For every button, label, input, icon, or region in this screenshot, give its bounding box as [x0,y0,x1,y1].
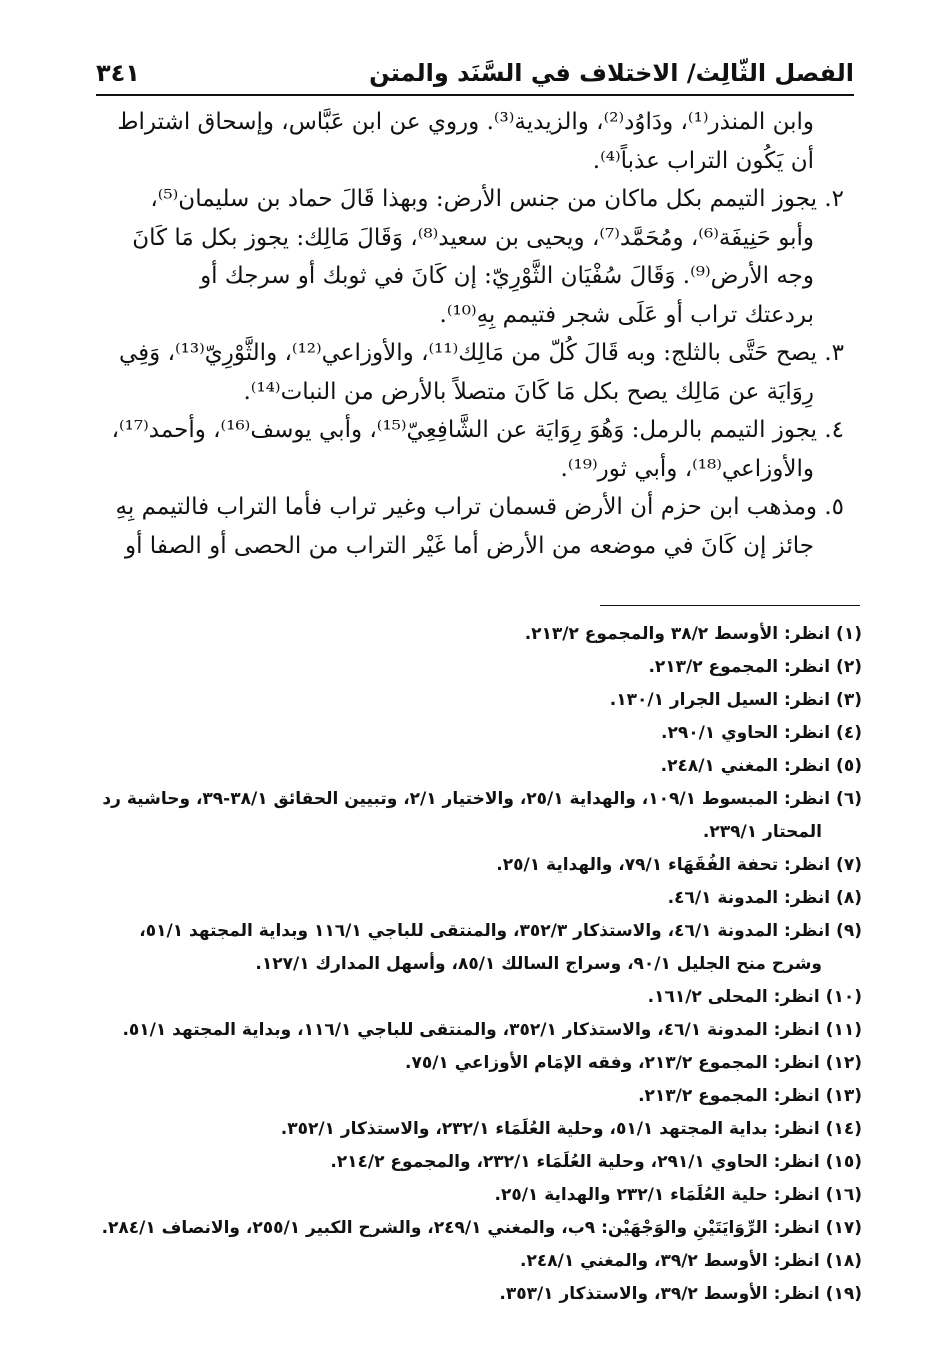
text-line: أن يَكُون التراب عذباً⁽⁴⁾. [592,147,814,174]
text-line: والأوزاعي⁽¹⁸⁾، وأبي ثور⁽¹⁹⁾. [560,455,814,482]
footnote: (١٠) انظر: المحلى ١٦١/٢. [647,987,862,1007]
list-item-3: ٣. يصح حَتَّى بالثلج: وبه قَالَ كُلّ من مَالِك⁽¹¹⁾، والأوزاعي⁽¹²⁾، والثَّوْرِيّ⁽¹³⁾، وَفِي [118,340,844,366]
footnote: (٣) انظر: السيل الجرار ١٣٠/١. [609,690,862,710]
running-title: الفصل الثّالِث/ الاختلاف في السَّنَد والمتن [369,59,854,87]
main-text [100,103,844,565]
text-line: رِوَايَة عن مَالِك يصح بكل مَا كَانَ متصلاً بالأرض من النبات⁽¹⁴⁾. [243,378,814,405]
footnotes [96,618,862,1311]
footnote: (٦) انظر: المبسوط ١٠٩/١، والهداية ٢٥/١، والاختيار ٢/١، وتبيين الحقائق ٣٨/١-٣٩، وحاشية رد [102,789,862,809]
footnote-continuation: وشرح منح الجليل ٩٠/١، وسراج السالك ٨٥/١، وأسهل المدارك ١٢٧/١. [255,954,822,974]
footnote: (٢) انظر: المجموع ٢١٣/٢. [648,657,862,677]
page-number: ٣٤١ [96,59,140,87]
footnote: (١٢) انظر: المجموع ٢١٣/٢، وفقه الإمَام الأوزاعي ٧٥/١. [405,1053,862,1073]
footnote: (٥) انظر: المغني ٢٤٨/١. [660,756,862,776]
footnote: (١٨) انظر: الأوسط ٣٩/٢، والمغني ٢٤٨/١. [520,1251,862,1271]
footnote: (٩) انظر: المدونة ٤٦/١، والاستذكار ٣٥٢/٣، والمنتقى للباجي ١١٦/١ وبداية المجتهد ٥١/١، [139,921,862,941]
footnote: (١٥) انظر: الحاوي ٢٩١/١، وحلية العُلَمَاء ٢٣٢/١، والمجموع ٢١٤/٢. [330,1152,862,1172]
footnote: (١١) انظر: المدونة ٤٦/١، والاستذكار ٣٥٢/١، والمنتقى للباجي ١١٦/١، وبداية المجتهد ٥١/١. [122,1020,862,1040]
footnote: (٨) انظر: المدونة ٤٦/١. [667,888,862,908]
list-item-4: ٤. يجوز التيمم بالرمل: وَهُوَ رِوَايَة عن الشَّافِعِيّ⁽¹⁵⁾، وأبي يوسف⁽¹⁶⁾، وأحمد⁽¹⁷⁾، [111,417,844,443]
list-item-2: ٢. يجوز التيمم بكل ماكان من جنس الأرض: وبهذا قَالَ حماد بن سليمان⁽⁵⁾، [150,186,844,212]
footnote: (١٩) انظر: الأوسط ٣٩/٢، والاستذكار ٣٥٣/١. [499,1284,862,1304]
text-line: وجه الأرض⁽⁹⁾. وَقَالَ سُفْيَان الثَّوْرِيّ: إن كَانَ في ثوبك أو سرجك أو [200,263,814,289]
text-line: جائز إن كَانَ في موضعه من الأرض أما غَيْر التراب من الحصى أو الصفا أو [125,532,814,559]
page-header [96,52,854,96]
footnote: (١٦) انظر: حلية العُلَمَاء ٢٣٢/١ والهداية ٢٥/١. [494,1185,862,1205]
footnote: (٤) انظر: الحاوي ٢٩٠/١. [660,723,862,743]
footnote: (١٤) انظر: بداية المجتهد ٥١/١، وحلية العُلَمَاء ٢٣٢/١، والاستذكار ٣٥٢/١. [280,1119,862,1139]
footnote: (١٣) انظر: المجموع ٢١٣/٢. [638,1086,862,1106]
text-line: بردعتك تراب أو عَلَى شجر فتيمم بِهِ⁽¹⁰⁾. [439,301,814,328]
footnote: (١٧) انظر: الرِّوَايَتَيْنِ والوَجْهَيْن: ٩ب، والمغني ٢٤٩/١، والشرح الكبير ٢٥٥/١، والانصاف ٢٨٤/١. [101,1218,862,1238]
footnote: (٧) انظر: تحفة الفُقَهَاء ٧٩/١، والهداية ٢٥/١. [496,855,862,875]
footnote-separator [600,605,860,606]
text-line: وابن المنذر⁽¹⁾، ودَاوُد⁽²⁾، والزيدية⁽³⁾. وروي عن ابن عَبَّاس، وإسحاق اشتراط [117,109,814,135]
text-line: وأبو حَنِيفَة⁽⁶⁾، ومُحَمَّد⁽⁷⁾، ويحيى بن سعيد⁽⁸⁾، وَقَالَ مَالِك: يجوز بكل مَا كَانَ [132,224,814,251]
list-item-5: ٥. ومذهب ابن حزم أن الأرض قسمان تراب وغير تراب فأما التراب فالتيمم بِهِ [115,494,844,520]
footnote-continuation: المحتار ٢٣٩/١. [702,822,822,842]
footnote: (١) انظر: الأوسط ٣٨/٢ والمجموع ٢١٣/٢. [524,624,862,644]
